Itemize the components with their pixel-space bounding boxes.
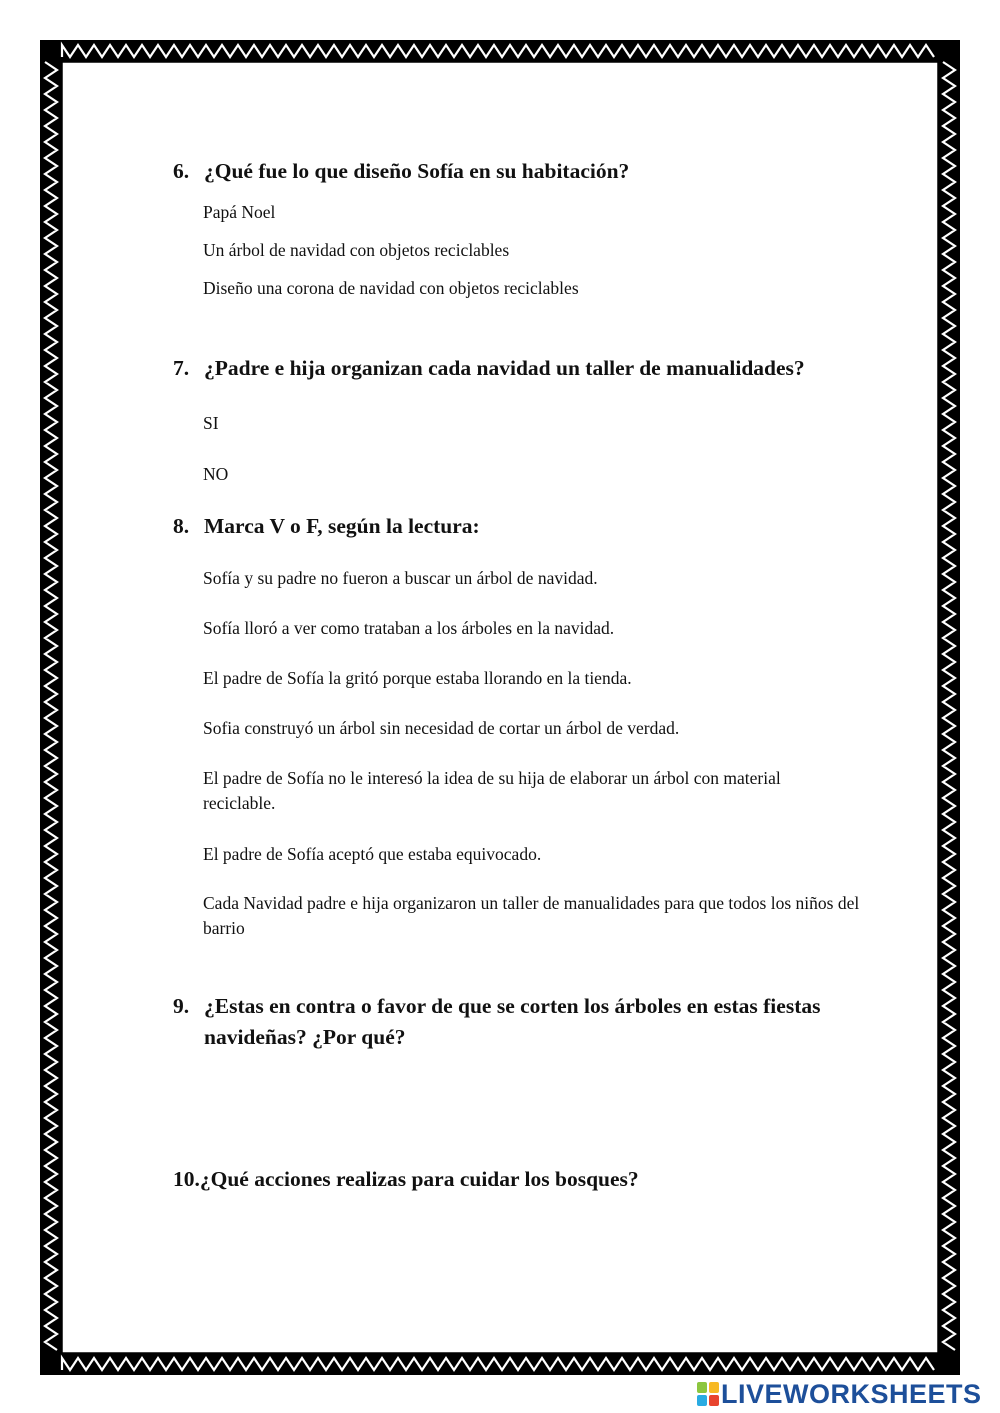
question-9 [173,991,844,1053]
answer-option[interactable]: Papá Noel [203,202,276,222]
question-number: 8. [173,514,190,538]
brand-name: LIVEWORKSHEETS [721,1378,982,1409]
logo-mark-icon [697,1382,719,1406]
question-number: 7. [173,356,190,380]
question-10 [173,1164,639,1195]
answer-option[interactable]: Diseño una corona de navidad con objetos reciclables [203,278,579,298]
question-text: ¿Estas en contra o favor de que se corten los árboles en estas fiestas navideñas? ¿Por qué? [204,994,821,1049]
question-text: ¿Qué fue lo que diseño Sofía en su habitación? [204,159,630,183]
question-7 [173,353,805,384]
question-number: 9. [173,994,190,1018]
liveworksheets-logo[interactable] [697,1378,982,1410]
question-8 [173,511,480,542]
question-6 [173,156,629,187]
answer-option-no[interactable]: NO [203,464,229,484]
question-number: 10. [173,1167,200,1191]
true-false-statement[interactable]: El padre de Sofía la gritó porque estaba llorando en la tienda. [203,668,632,688]
answer-option[interactable]: Un árbol de navidad con objetos reciclables [203,240,510,260]
true-false-statement[interactable]: Sofía y su padre no fueron a buscar un árbol de navidad. [203,568,598,588]
true-false-statement[interactable]: El padre de Sofía aceptó que estaba equivocado. [203,844,542,864]
question-text: Marca V o F, según la lectura: [204,514,480,538]
true-false-statement[interactable]: Sofía lloró a ver como trataban a los árboles en la navidad. [203,618,615,638]
question-text: ¿Qué acciones realizas para cuidar los bosques? [199,1167,639,1191]
true-false-statement[interactable]: El padre de Sofía no le interesó la idea de su hija de elaborar un árbol con material reciclable. [203,768,781,813]
true-false-statement[interactable]: Sofia construyó un árbol sin necesidad de cortar un árbol de verdad. [203,718,680,738]
answer-option-si[interactable]: SI [203,413,219,433]
question-text: ¿Padre e hija organizan cada navidad un taller de manualidades? [204,356,805,380]
true-false-statement[interactable]: Cada Navidad padre e hija organizaron un taller de manualidades para que todos los niños del barrio [203,893,860,938]
question-number: 6. [173,159,190,183]
